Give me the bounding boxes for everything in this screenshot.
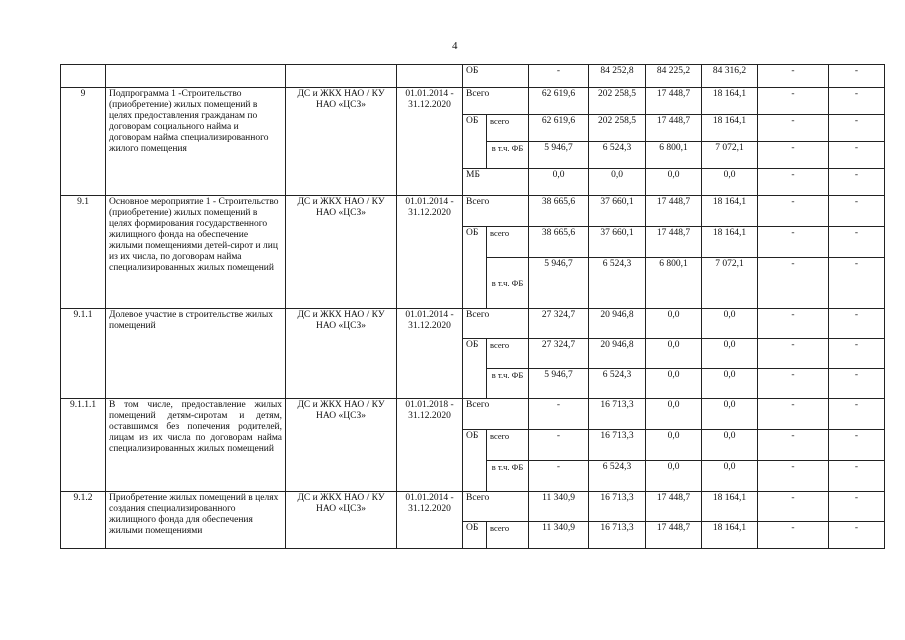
cell-value: -: [758, 169, 829, 196]
table-row: [61, 196, 885, 227]
cell-executor: ДС и ЖКХ НАО / КУ НАО «ЦСЗ»: [286, 196, 397, 309]
cell-value: 0,0: [529, 169, 589, 196]
cell-value: 0,0: [702, 309, 758, 339]
cell-value: 6 524,3: [589, 142, 646, 169]
cell-value: 18 164,1: [702, 115, 758, 142]
cell-value: -: [829, 430, 885, 461]
cell-total-label: Всего: [463, 88, 529, 115]
cell-value: 5 946,7: [529, 258, 589, 309]
cell-period: 01.01.2014 - 31.12.2020: [397, 88, 463, 196]
cell-ob-label: ОБ: [463, 430, 487, 492]
cell-value: -: [758, 399, 829, 430]
cell-mb-label: МБ: [463, 169, 529, 196]
cell-value: 37 660,1: [589, 196, 646, 227]
cell-value: -: [829, 522, 885, 549]
cell-value: 17 448,7: [646, 492, 702, 522]
cell-value: 20 946,8: [589, 339, 646, 369]
cell-value: -: [829, 227, 885, 258]
cell-name: Долевое участие в строительстве жилых помещений: [106, 309, 286, 399]
cell-period: [397, 65, 463, 88]
cell-value: -: [829, 169, 885, 196]
table-row: [61, 309, 885, 339]
cell-value: 17 448,7: [646, 115, 702, 142]
cell-value: -: [758, 65, 829, 88]
cell-period: 01.01.2014 - 31.12.2020: [397, 196, 463, 309]
cell-value: -: [829, 461, 885, 492]
cell-value: 202 258,5: [589, 88, 646, 115]
table-row: [61, 88, 885, 115]
cell-value: -: [758, 461, 829, 492]
cell-value: -: [829, 339, 885, 369]
cell-value: -: [829, 369, 885, 399]
cell-value: 5 946,7: [529, 142, 589, 169]
cell-value: 0,0: [702, 461, 758, 492]
cell-ob-label: ОБ: [463, 522, 487, 549]
cell-total-label: Всего: [463, 309, 529, 339]
cell-value: 62 619,6: [529, 115, 589, 142]
cell-name: Приобретение жилых помещений в целях создания специализированного жилищного фонда для обеспечения жилыми помещениями: [106, 492, 286, 549]
cell-value: 16 713,3: [589, 492, 646, 522]
cell-value: -: [529, 65, 589, 88]
cell-value: 18 164,1: [702, 522, 758, 549]
cell-num: 9: [61, 88, 106, 196]
cell-total-label: Всего: [463, 399, 529, 430]
cell-value: 6 800,1: [646, 258, 702, 309]
cell-value: -: [829, 399, 885, 430]
cell-num: 9.1: [61, 196, 106, 309]
cell-value: -: [829, 196, 885, 227]
cell-value: 202 258,5: [589, 115, 646, 142]
cell-value: 6 800,1: [646, 142, 702, 169]
cell-value: 62 619,6: [529, 88, 589, 115]
cell-value: -: [829, 115, 885, 142]
cell-value: 6 524,3: [589, 258, 646, 309]
cell-source: ОБ: [463, 65, 529, 88]
cell-ob-label: ОБ: [463, 339, 487, 399]
cell-name: В том числе, предоставление жилых помещений детям-сиротам и детям, оставшимся без попечения родителей, лицам из их числа по договорам найма специализированных жилых помещений: [106, 399, 286, 492]
cell-num: [61, 65, 106, 88]
cell-ob-label: ОБ: [463, 115, 487, 169]
cell-value: 0,0: [702, 339, 758, 369]
cell-fb-label: в т.ч. ФБ: [487, 461, 529, 492]
cell-num: 9.1.2: [61, 492, 106, 549]
cell-value: 84 252,8: [589, 65, 646, 88]
cell-value: -: [758, 309, 829, 339]
cell-value: -: [758, 258, 829, 309]
cell-value: 0,0: [702, 169, 758, 196]
cell-total-label: Всего: [463, 196, 529, 227]
cell-sub-label: всего: [487, 522, 529, 549]
cell-sub-label: всего: [487, 227, 529, 258]
cell-value: 38 665,6: [529, 227, 589, 258]
cell-executor: ДС и ЖКХ НАО / КУ НАО «ЦСЗ»: [286, 399, 397, 492]
cell-value: -: [529, 461, 589, 492]
cell-value: -: [758, 196, 829, 227]
table-row: [61, 492, 885, 522]
cell-name: Основное мероприятие 1 - Строительство (приобретение) жилых помещений в целях формирования государственного жилищного фонда на обеспечение жилыми помещениями детей-сирот и лиц из их числа, по договорам найма специализированных жилых помещений: [106, 196, 286, 309]
cell-value: 0,0: [646, 309, 702, 339]
cell-name: [106, 65, 286, 88]
cell-total-label: Всего: [463, 492, 529, 522]
cell-num: 9.1.1.1: [61, 399, 106, 492]
cell-executor: ДС и ЖКХ НАО / КУ НАО «ЦСЗ»: [286, 492, 397, 549]
cell-fb-label: в т.ч. ФБ: [487, 142, 529, 169]
cell-period: 01.01.2014 - 31.12.2020: [397, 309, 463, 399]
cell-value: 0,0: [646, 399, 702, 430]
cell-value: 27 324,7: [529, 339, 589, 369]
cell-value: 6 524,3: [589, 369, 646, 399]
cell-executor: ДС и ЖКХ НАО / КУ НАО «ЦСЗ»: [286, 88, 397, 196]
cell-value: -: [829, 309, 885, 339]
cell-name: Подпрограмма 1 -Строительство (приобретение) жилых помещений в целях предоставления гражданам по договорам социального найма и договорам найма специализированного жилого помещения: [106, 88, 286, 196]
cell-value: 5 946,7: [529, 369, 589, 399]
cell-value: 18 164,1: [702, 227, 758, 258]
cell-ob-label: ОБ: [463, 227, 487, 309]
cell-fb-label: в т.ч. ФБ: [487, 369, 529, 399]
cell-value: 18 164,1: [702, 492, 758, 522]
cell-executor: ДС и ЖКХ НАО / КУ НАО «ЦСЗ»: [286, 309, 397, 399]
cell-period: 01.01.2014 - 31.12.2020: [397, 492, 463, 549]
cell-value: 0,0: [702, 369, 758, 399]
cell-sub-label: всего: [487, 430, 529, 461]
cell-value: 17 448,7: [646, 522, 702, 549]
budget-table: [60, 64, 885, 549]
cell-value: 17 448,7: [646, 88, 702, 115]
cell-value: -: [758, 88, 829, 115]
cell-value: 84 225,2: [646, 65, 702, 88]
cell-value: 17 448,7: [646, 196, 702, 227]
cell-value: -: [529, 399, 589, 430]
cell-value: -: [758, 115, 829, 142]
cell-value: -: [758, 142, 829, 169]
cell-value: 16 713,3: [589, 430, 646, 461]
cell-value: 0,0: [702, 399, 758, 430]
table-row: [61, 65, 885, 88]
cell-value: -: [829, 88, 885, 115]
cell-sub-label: всего: [487, 115, 529, 142]
cell-value: 0,0: [589, 169, 646, 196]
cell-sub-label: всего: [487, 339, 529, 369]
cell-value: 6 524,3: [589, 461, 646, 492]
page-number: 4: [452, 40, 458, 52]
cell-value: 17 448,7: [646, 227, 702, 258]
cell-value: 84 316,2: [702, 65, 758, 88]
cell-value: -: [758, 492, 829, 522]
cell-value: 37 660,1: [589, 227, 646, 258]
cell-value: 11 340,9: [529, 522, 589, 549]
cell-value: 20 946,8: [589, 309, 646, 339]
cell-value: 38 665,6: [529, 196, 589, 227]
cell-value: -: [758, 430, 829, 461]
cell-value: -: [529, 430, 589, 461]
cell-value: 11 340,9: [529, 492, 589, 522]
cell-value: 0,0: [702, 430, 758, 461]
cell-value: -: [758, 522, 829, 549]
cell-value: -: [829, 492, 885, 522]
table-row: [61, 399, 885, 430]
cell-value: -: [829, 65, 885, 88]
cell-num: 9.1.1: [61, 309, 106, 399]
cell-value: 0,0: [646, 339, 702, 369]
cell-value: 0,0: [646, 430, 702, 461]
cell-value: 18 164,1: [702, 196, 758, 227]
cell-value: 0,0: [646, 461, 702, 492]
cell-value: -: [758, 227, 829, 258]
cell-value: -: [758, 369, 829, 399]
cell-executor: [286, 65, 397, 88]
cell-value: 27 324,7: [529, 309, 589, 339]
cell-period: 01.01.2018 - 31.12.2020: [397, 399, 463, 492]
cell-value: 18 164,1: [702, 88, 758, 115]
cell-value: -: [758, 339, 829, 369]
cell-value: 16 713,3: [589, 522, 646, 549]
cell-value: 7 072,1: [702, 142, 758, 169]
cell-value: 0,0: [646, 169, 702, 196]
cell-value: 7 072,1: [702, 258, 758, 309]
cell-value: -: [829, 258, 885, 309]
cell-value: -: [829, 142, 885, 169]
cell-value: 16 713,3: [589, 399, 646, 430]
cell-value: 0,0: [646, 369, 702, 399]
cell-fb-label: в т.ч. ФБ: [487, 258, 529, 309]
